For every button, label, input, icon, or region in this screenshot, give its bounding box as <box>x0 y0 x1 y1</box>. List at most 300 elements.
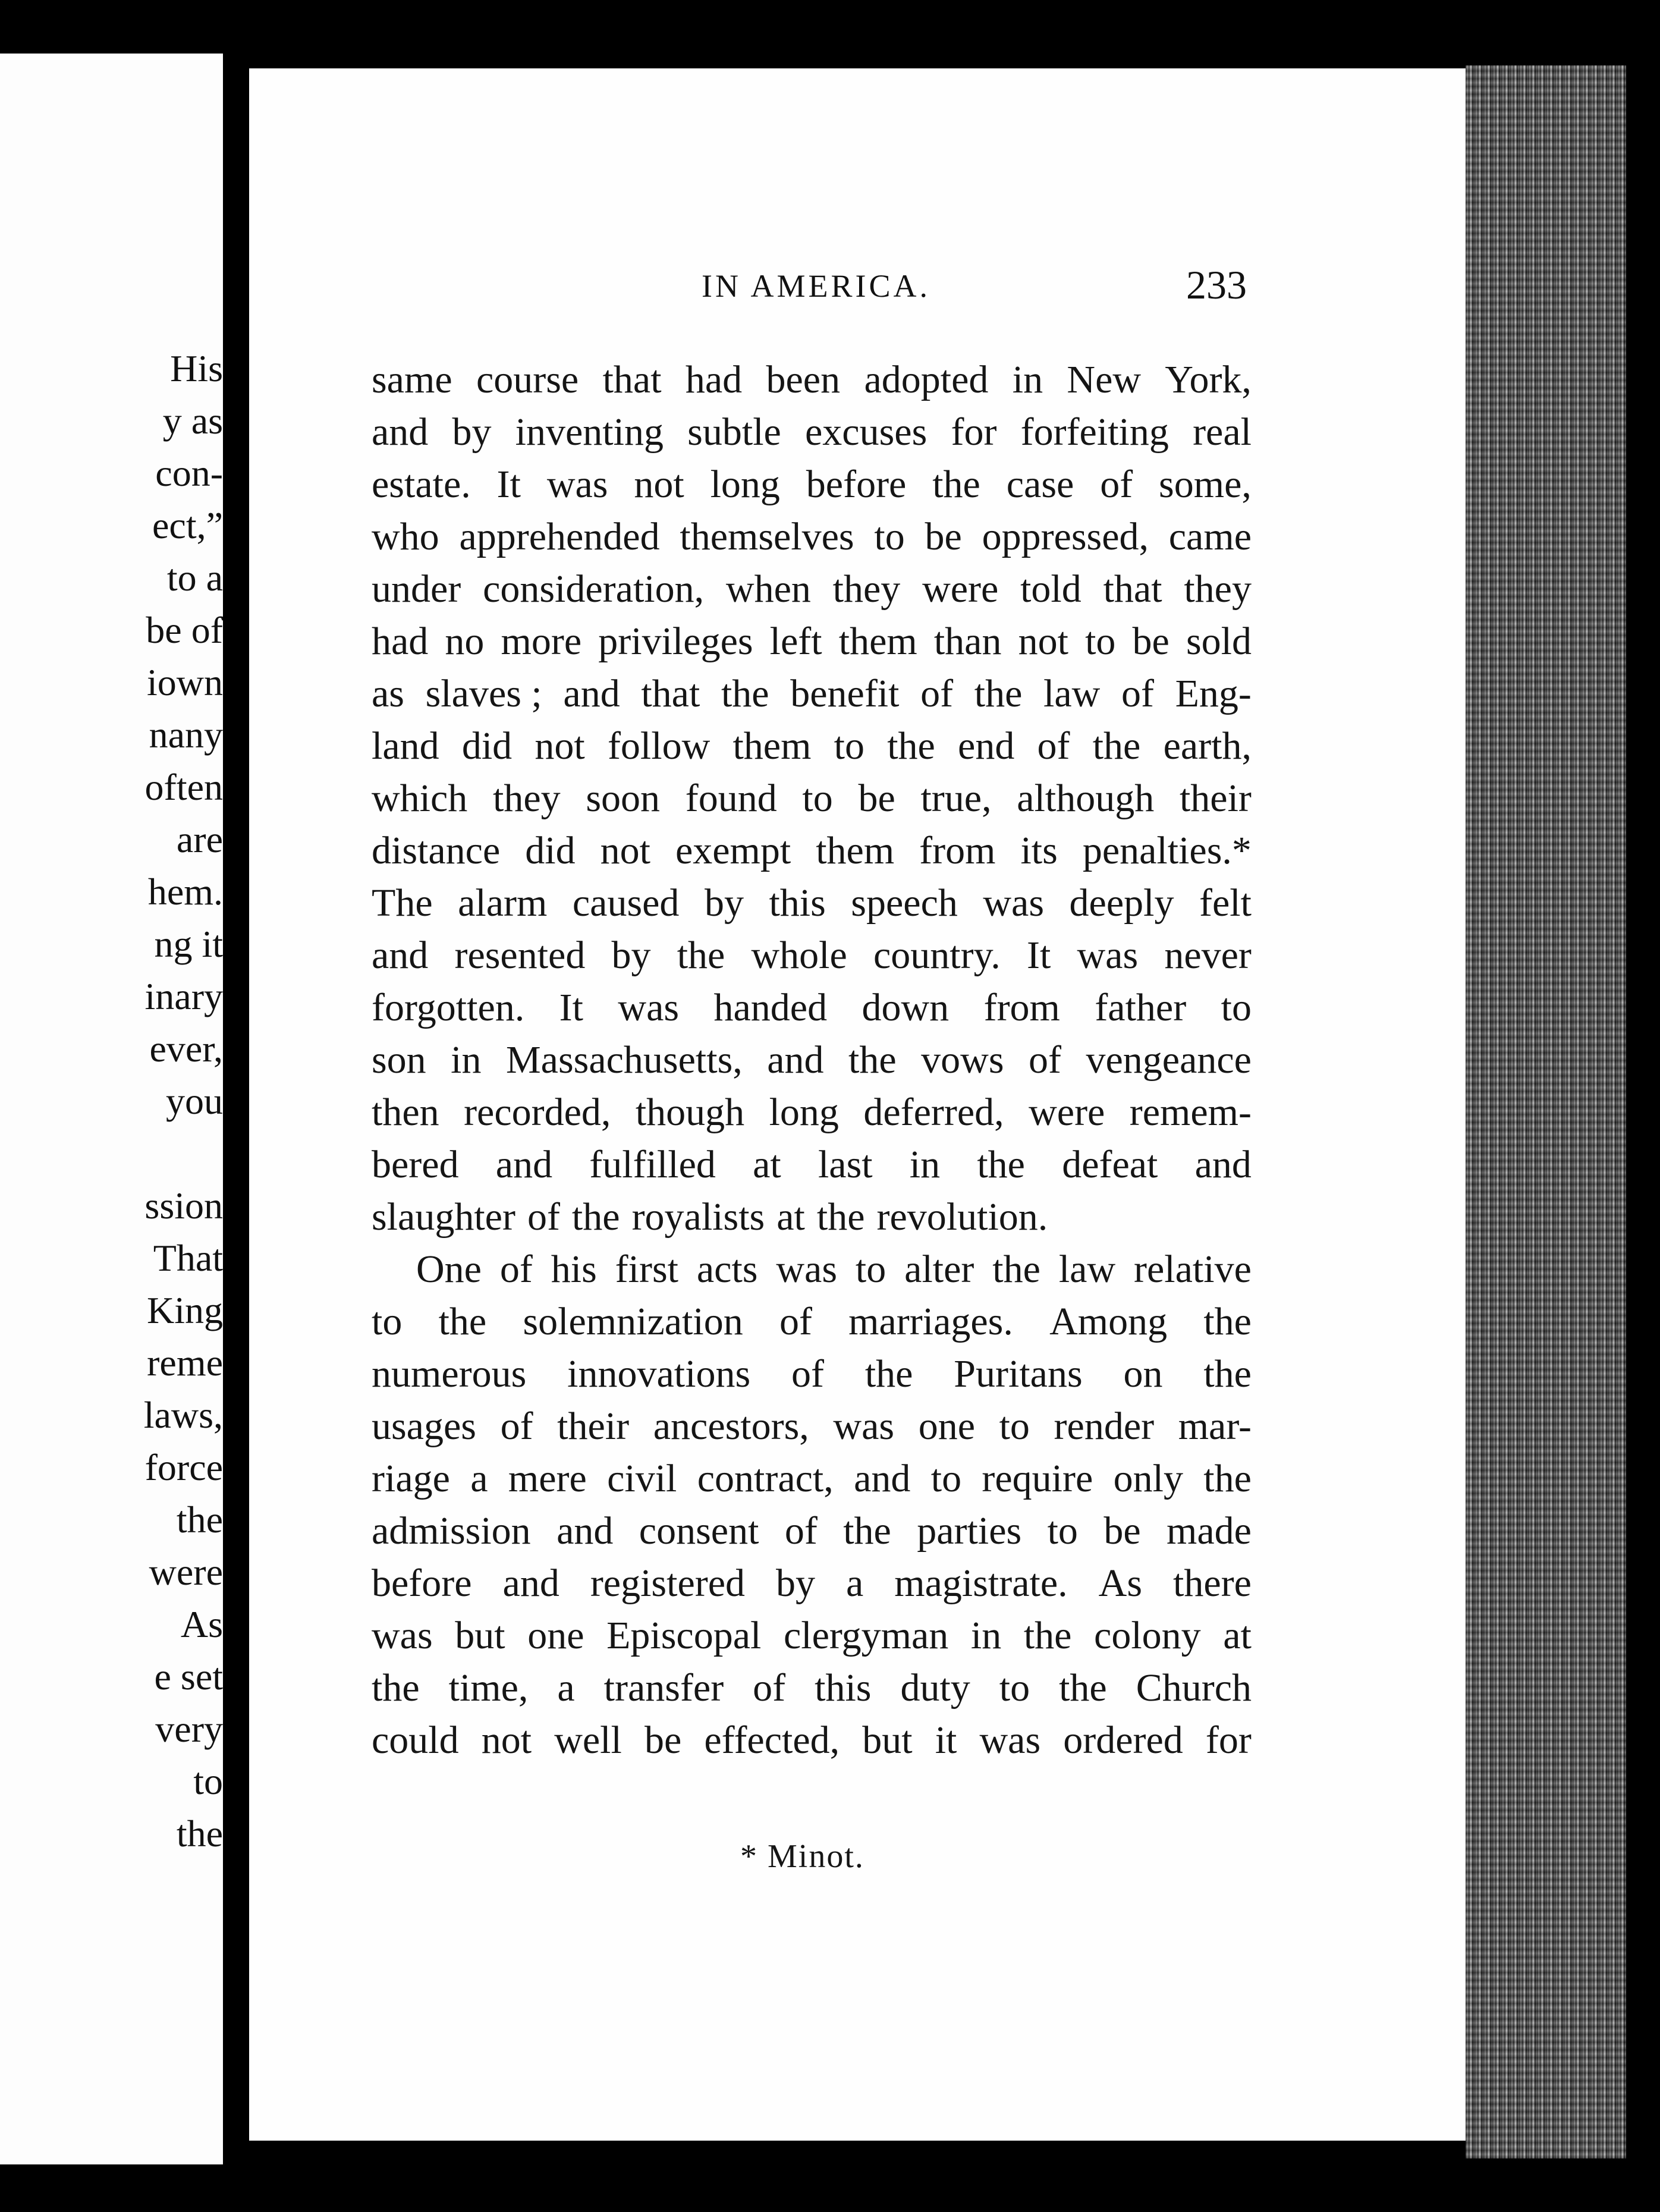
word: inventing <box>515 410 664 454</box>
word: to <box>855 1248 886 1291</box>
facing-page-fragment: the <box>176 1812 223 1855</box>
word: the <box>977 1143 1025 1186</box>
word: and <box>372 410 429 454</box>
word: estate. <box>372 463 471 506</box>
word: the <box>1059 1666 1107 1710</box>
word: to <box>834 724 864 768</box>
word: for <box>1205 1718 1252 1762</box>
facing-page-fragment: laws, <box>143 1394 223 1436</box>
word: vows <box>921 1038 1004 1082</box>
word: before <box>372 1561 472 1605</box>
word: sold <box>1186 620 1252 663</box>
word: the <box>864 1352 913 1396</box>
word: solemnization <box>523 1300 743 1343</box>
text-line <box>372 458 1252 511</box>
word: under <box>372 567 461 611</box>
word: distance <box>372 829 501 872</box>
text-line <box>372 929 1252 982</box>
word: whole <box>751 934 847 977</box>
word: one <box>527 1614 584 1657</box>
text-line <box>372 1610 1252 1662</box>
word: was <box>833 1405 895 1448</box>
word: the <box>843 1509 891 1553</box>
word: last <box>818 1143 873 1186</box>
word: follow <box>607 724 710 768</box>
word: the <box>1203 1457 1252 1500</box>
facing-page-fragment: con- <box>155 452 223 494</box>
word: by <box>704 881 744 925</box>
word: the <box>932 463 980 506</box>
word: exempt <box>675 829 791 872</box>
word: felt <box>1199 881 1252 925</box>
word: of <box>779 1300 812 1343</box>
word: Massachusetts, <box>506 1038 743 1082</box>
facing-page-fragment: ng it <box>154 923 223 965</box>
word: oppressed, <box>982 515 1149 558</box>
facing-page-fragment: to a <box>166 557 223 599</box>
word: consideration, <box>483 567 705 611</box>
word: by <box>611 934 651 977</box>
word: riage <box>372 1457 450 1500</box>
word: was <box>1077 934 1139 977</box>
word: the <box>1023 1614 1072 1657</box>
word: than <box>933 620 1002 663</box>
body-text <box>372 354 1252 1767</box>
word: duty <box>900 1666 970 1710</box>
word: that <box>1103 567 1162 611</box>
word: end <box>958 724 1015 768</box>
facing-page-fragment: reme <box>147 1341 223 1384</box>
word: made <box>1167 1509 1252 1553</box>
word: more <box>501 620 582 663</box>
word: subtle <box>687 410 781 454</box>
word: came <box>1168 515 1252 558</box>
word: a <box>845 1561 864 1605</box>
word: Among <box>1049 1300 1168 1343</box>
text-line <box>372 720 1252 772</box>
word: It <box>1026 934 1051 977</box>
word: a <box>557 1666 575 1710</box>
word: be <box>925 515 962 558</box>
word: a <box>470 1457 488 1500</box>
word: no <box>445 620 485 663</box>
word: real <box>1193 410 1252 454</box>
facing-page-fragment: very <box>155 1708 223 1750</box>
word: Episcopal <box>606 1614 762 1657</box>
word: Puritans <box>954 1352 1083 1396</box>
word: never <box>1164 934 1252 977</box>
facing-page-fragment: e set <box>154 1655 223 1698</box>
word: marriages. <box>848 1300 1013 1343</box>
word: but <box>455 1614 505 1657</box>
word: slaughter <box>372 1195 515 1239</box>
word: of <box>527 1195 560 1239</box>
word: defeat <box>1062 1143 1158 1186</box>
text-line <box>372 615 1252 668</box>
word: they <box>1184 567 1252 611</box>
word: course <box>476 358 579 401</box>
word: earth, <box>1163 724 1252 768</box>
word: long <box>769 1091 839 1134</box>
word: not <box>634 463 684 506</box>
word: was <box>372 1614 433 1657</box>
word: usages <box>372 1405 476 1448</box>
word: Eng- <box>1175 672 1252 715</box>
word: were <box>1029 1091 1105 1134</box>
word: did <box>525 829 576 872</box>
word: was <box>546 463 608 506</box>
word: that <box>602 358 662 401</box>
text-line <box>372 1453 1252 1505</box>
word: and <box>1194 1143 1252 1186</box>
word: of <box>784 1509 818 1553</box>
word: admission <box>372 1509 531 1553</box>
word: One <box>416 1248 482 1291</box>
word: parties <box>917 1509 1022 1553</box>
word: mar- <box>1178 1405 1252 1448</box>
page-fore-edge <box>1466 65 1626 2158</box>
word: of <box>1037 724 1070 768</box>
text-line <box>372 1714 1252 1767</box>
word: ordered <box>1063 1718 1183 1762</box>
facing-page-fragment: King <box>147 1289 223 1331</box>
word: was <box>776 1248 838 1291</box>
facing-page-fragment: the <box>176 1498 223 1541</box>
word: be <box>644 1718 682 1762</box>
word: of <box>1121 672 1154 715</box>
word: caused <box>572 881 680 925</box>
word: registered <box>590 1561 746 1605</box>
word: remem- <box>1129 1091 1252 1134</box>
word: bered <box>372 1143 459 1186</box>
word: on <box>1123 1352 1163 1396</box>
word: of <box>753 1666 786 1710</box>
word: soon <box>586 777 661 820</box>
word: one <box>918 1405 975 1448</box>
text-line <box>372 1296 1252 1348</box>
word: son <box>372 1038 426 1082</box>
word: forfeiting <box>1020 410 1169 454</box>
word: excuses <box>805 410 928 454</box>
word: and <box>767 1038 824 1082</box>
word: benefit <box>790 672 900 715</box>
facing-page-fragment: ssion <box>144 1184 223 1227</box>
word: alarm <box>458 881 548 925</box>
facing-page-fragment: That <box>153 1237 223 1279</box>
word: the <box>677 934 725 977</box>
word: consent <box>639 1509 759 1553</box>
text-line <box>372 563 1252 615</box>
facing-page-fragment: force <box>144 1446 223 1488</box>
word: same <box>372 358 452 401</box>
word: and <box>502 1561 559 1605</box>
word: found <box>685 777 777 820</box>
word: to <box>1221 986 1252 1029</box>
word: be <box>858 777 895 820</box>
word: of <box>1100 463 1133 506</box>
word: in <box>451 1038 482 1082</box>
word: colony <box>1094 1614 1201 1657</box>
word: at <box>776 1195 805 1239</box>
word: ancestors, <box>653 1405 809 1448</box>
word: deferred, <box>863 1091 1004 1134</box>
word: for <box>951 410 997 454</box>
word: of <box>1029 1038 1061 1082</box>
word: Church <box>1136 1666 1252 1710</box>
word: in <box>1012 358 1043 401</box>
text-line <box>372 877 1252 929</box>
word: as <box>372 672 404 715</box>
word: not <box>1018 620 1068 663</box>
word: down <box>862 986 950 1029</box>
word: to <box>1085 620 1116 663</box>
word: transfer <box>603 1666 724 1710</box>
word: royalists <box>631 1195 765 1239</box>
text-line <box>372 354 1252 406</box>
word: effected, <box>704 1718 840 1762</box>
running-head: IN AMERICA. <box>702 268 931 304</box>
word: numerous <box>372 1352 527 1396</box>
word: be <box>1103 1509 1141 1553</box>
facing-page-fragment: His <box>170 347 223 389</box>
word: some, <box>1159 463 1252 506</box>
word: father <box>1095 986 1187 1029</box>
facing-page-fragment: you <box>166 1080 223 1122</box>
word: magistrate. <box>894 1561 1068 1605</box>
facing-page-fragment: iown <box>147 661 223 703</box>
word: It <box>496 463 521 506</box>
word: of <box>920 672 954 715</box>
word: York, <box>1165 358 1252 401</box>
facing-page-fragment: often <box>144 766 223 808</box>
text-line <box>372 1348 1252 1400</box>
word: they <box>832 567 901 611</box>
word: not <box>481 1718 532 1762</box>
word: though <box>635 1091 745 1134</box>
word: to <box>802 777 833 820</box>
facing-page-fragment: ever, <box>149 1028 223 1070</box>
word: to <box>1047 1509 1078 1553</box>
text-line <box>372 1034 1252 1086</box>
word: resented <box>454 934 586 977</box>
word: the <box>816 1195 865 1239</box>
word: to <box>372 1300 403 1343</box>
text-line <box>372 982 1252 1034</box>
facing-page-fragment: hem. <box>147 871 223 913</box>
word: they <box>493 777 561 820</box>
word: left <box>769 620 822 663</box>
word: when <box>725 567 811 611</box>
text-line <box>372 1086 1252 1139</box>
text-line <box>372 1400 1252 1453</box>
word: although <box>1017 777 1155 820</box>
text-line <box>372 1505 1252 1557</box>
word: of <box>499 1248 533 1291</box>
word: slaves ; <box>425 672 542 715</box>
word: country. <box>873 934 1001 977</box>
word: by <box>776 1561 815 1605</box>
word: from <box>983 986 1060 1029</box>
word: first <box>615 1248 678 1291</box>
word: then <box>372 1091 439 1134</box>
word: of <box>791 1352 824 1396</box>
word: the <box>887 724 935 768</box>
word: there <box>1173 1561 1252 1605</box>
word: long <box>710 463 780 506</box>
footnote: * Minot. <box>740 1838 864 1875</box>
word: not <box>535 724 585 768</box>
word: clergyman <box>783 1614 949 1657</box>
word: the <box>992 1248 1040 1291</box>
word: alter <box>904 1248 974 1291</box>
facing-page-fragment: to <box>193 1760 223 1802</box>
facing-page-left <box>0 54 223 2164</box>
word: and <box>563 672 620 715</box>
word: it <box>935 1718 957 1762</box>
word: in <box>909 1143 941 1186</box>
word: contract, <box>697 1457 834 1500</box>
word: well <box>554 1718 622 1762</box>
facing-page-fragment: As <box>180 1603 223 1645</box>
word: deeply <box>1069 881 1174 925</box>
word: their <box>1179 777 1252 820</box>
word: before <box>806 463 907 506</box>
word: law <box>1058 1248 1116 1291</box>
word: and <box>495 1143 553 1186</box>
text-line <box>372 1139 1252 1191</box>
text-line <box>372 1243 1252 1296</box>
word: fulfilled <box>589 1143 716 1186</box>
word: that <box>641 672 700 715</box>
word: be <box>1132 620 1169 663</box>
word: its <box>1020 829 1058 872</box>
facing-page-fragment: ect,” <box>152 504 223 546</box>
facing-page-fragment: are <box>176 818 223 860</box>
word: apprehended <box>459 515 660 558</box>
facing-page-fragment: nany <box>149 714 223 756</box>
word: As <box>1098 1561 1143 1605</box>
text-line <box>372 1557 1252 1610</box>
word: not <box>600 829 650 872</box>
word: to <box>874 515 905 558</box>
word: them <box>838 620 917 663</box>
word: handed <box>713 986 828 1029</box>
word: innovations <box>567 1352 751 1396</box>
word: was <box>618 986 680 1029</box>
word: speech <box>851 881 958 925</box>
word: from <box>919 829 996 872</box>
word: the <box>848 1038 897 1082</box>
word: by <box>452 410 492 454</box>
word: mere <box>508 1457 587 1500</box>
word: the <box>571 1195 620 1239</box>
word: recorded, <box>464 1091 611 1134</box>
word: case <box>1006 463 1074 506</box>
facing-page-fragment: inary <box>144 975 223 1017</box>
word: them <box>816 829 895 872</box>
word: had <box>685 358 743 401</box>
word: penalties.* <box>1082 829 1252 872</box>
word: the <box>974 672 1023 715</box>
word: and <box>854 1457 911 1500</box>
word: forgotten. <box>372 986 525 1029</box>
word: true, <box>920 777 992 820</box>
text-line <box>372 1191 1252 1243</box>
word: render <box>1054 1405 1155 1448</box>
word: in <box>970 1614 1002 1657</box>
word: privileges <box>598 620 753 663</box>
text-line <box>372 511 1252 563</box>
word: and <box>372 934 429 977</box>
text-line <box>372 825 1252 877</box>
word: themselves <box>680 515 854 558</box>
word: civil <box>607 1457 677 1500</box>
word: did <box>461 724 513 768</box>
word: to <box>999 1666 1030 1710</box>
text-line <box>372 772 1252 825</box>
word: this <box>815 1666 872 1710</box>
word: the <box>1203 1352 1252 1396</box>
word: require <box>982 1457 1093 1500</box>
word: this <box>769 881 826 925</box>
word: acts <box>696 1248 758 1291</box>
text-line <box>372 406 1252 458</box>
word: was <box>979 1718 1041 1762</box>
word: which <box>372 777 468 820</box>
word: their <box>557 1405 630 1448</box>
word: who <box>372 515 439 558</box>
word: his <box>551 1248 597 1291</box>
word: adopted <box>864 358 989 401</box>
word: were <box>922 567 999 611</box>
word: of <box>500 1405 533 1448</box>
word: them <box>732 724 812 768</box>
word: the <box>721 672 769 715</box>
word: time, <box>448 1666 529 1710</box>
word: the <box>1203 1300 1252 1343</box>
facing-page-fragment: y as <box>162 400 223 442</box>
text-line <box>372 668 1252 720</box>
word: law <box>1043 672 1101 715</box>
facing-page-fragment: be of <box>146 609 223 651</box>
word: to <box>999 1405 1030 1448</box>
word: and <box>557 1509 614 1553</box>
word: been <box>766 358 841 401</box>
page-number: 233 <box>1186 262 1247 307</box>
word: It <box>559 986 583 1029</box>
word: revolution. <box>876 1195 1048 1239</box>
word: but <box>862 1718 913 1762</box>
word: told <box>1020 567 1081 611</box>
word: only <box>1113 1457 1183 1500</box>
word: the <box>438 1300 487 1343</box>
word: land <box>372 724 439 768</box>
text-line <box>372 1662 1252 1714</box>
word: at <box>1223 1614 1252 1657</box>
word: relative <box>1134 1248 1252 1291</box>
word: the <box>1092 724 1141 768</box>
word: The <box>372 881 433 925</box>
word: had <box>372 620 429 663</box>
word: to <box>930 1457 962 1500</box>
word: at <box>753 1143 781 1186</box>
facing-page-fragment: were <box>149 1551 223 1593</box>
word: was <box>983 881 1045 925</box>
word: could <box>372 1718 459 1762</box>
word: New <box>1067 358 1142 401</box>
word: vengeance <box>1086 1038 1252 1082</box>
word: the <box>372 1666 420 1710</box>
